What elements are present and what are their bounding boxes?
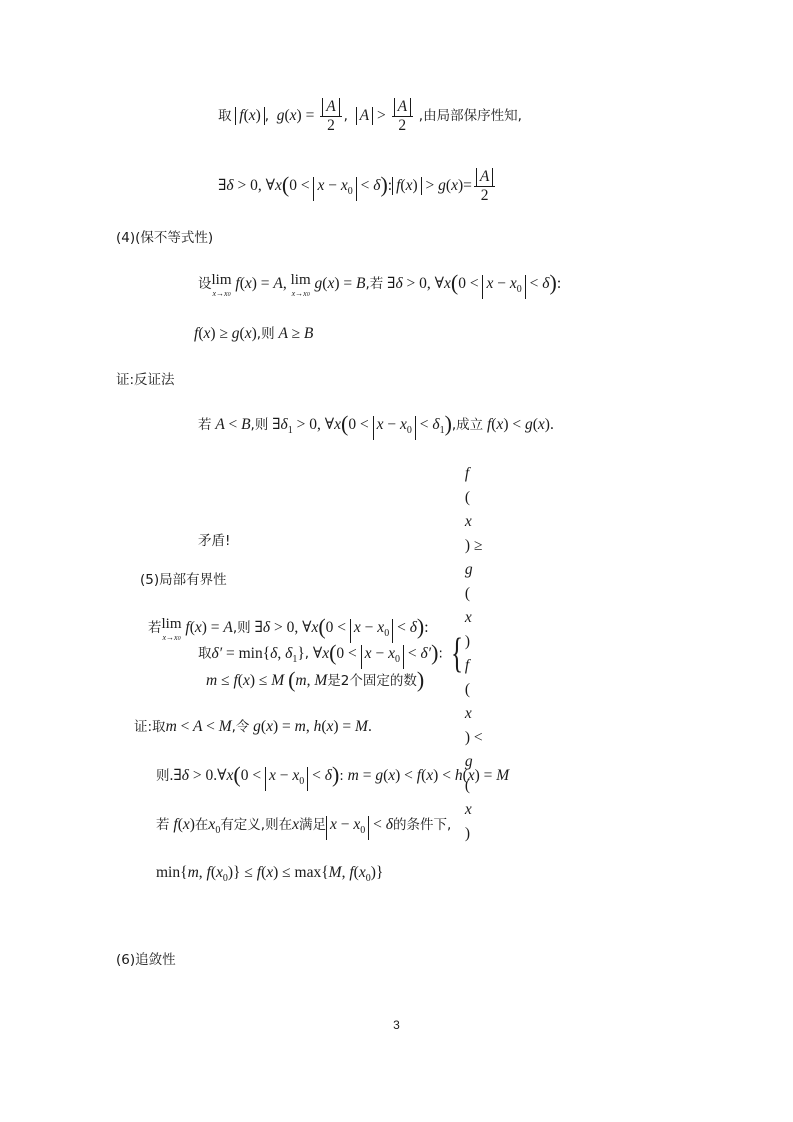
line-15: 若 f(x)在$x_0$有定义,则在x满足 $x - x_0 < \delta$的条件下, [156,815,451,841]
section-4-heading: (4)(保不等式性) [116,230,214,246]
line-12: m ≤ f(x) ≤ M (m, M是2个固定的数) [206,667,425,692]
line-14: 则.∃δ > 0.∀x(0 < $x - x_0 < \delta$): m = g(x) < f(x) < h(x) = M [156,765,509,791]
line-13: 证:取m < A < M,令 g(x) = m, h(x) = M. [134,718,372,735]
line-7: 若 A < B,则 $\exists\delta_1 > 0$, ∀x(0 < $x - x_0 < \delta_1$),成立 f(x) < g(x). [198,414,554,441]
page-number: 3 [393,1018,400,1032]
contradiction-label: 矛盾! [198,533,231,549]
line-1: 取 f(x) , g(x) = $\frac{A}{2}$ , A > $\frac{A}{2}$ ,由局部保序性知, [218,98,522,134]
line-16: min{m, $f(x_0)\} \le f(x) \le \max\{M$, $f(x_0)$} [156,864,384,884]
line-11: 若 lim x→x0 f(x) = A,则 ∃δ > 0, ∀x(0 < $x - x_0 < \delta$): [148,614,429,642]
proof-contradiction-label: 证:反证法 [116,372,175,388]
line-8: 取δ′ = min{δ, $\delta_1$}, ∀x(0 < $x - x_0 < \delta'$): { f ( x ) ≥ g ( x ) f ( x ) < g ( x ) [198,465,483,842]
line-4: 设 lim x→x0 f(x) = A, lim x→x0 g(x) = B,若 ∃δ > 0, ∀x(0 < $x - x_0 < \delta$): [198,270,562,298]
line-5: f(x) ≥ g(x),则 A ≥ B [194,325,314,342]
section-6-heading: (6)追敛性 [116,952,176,968]
line-2: ∃δ > 0, ∀x(0 < $x - x_0 < \delta$): f(x) > g(x)= $\frac{A}{2}$ [218,168,497,205]
section-5-heading: (5)局部有界性 [140,572,227,588]
